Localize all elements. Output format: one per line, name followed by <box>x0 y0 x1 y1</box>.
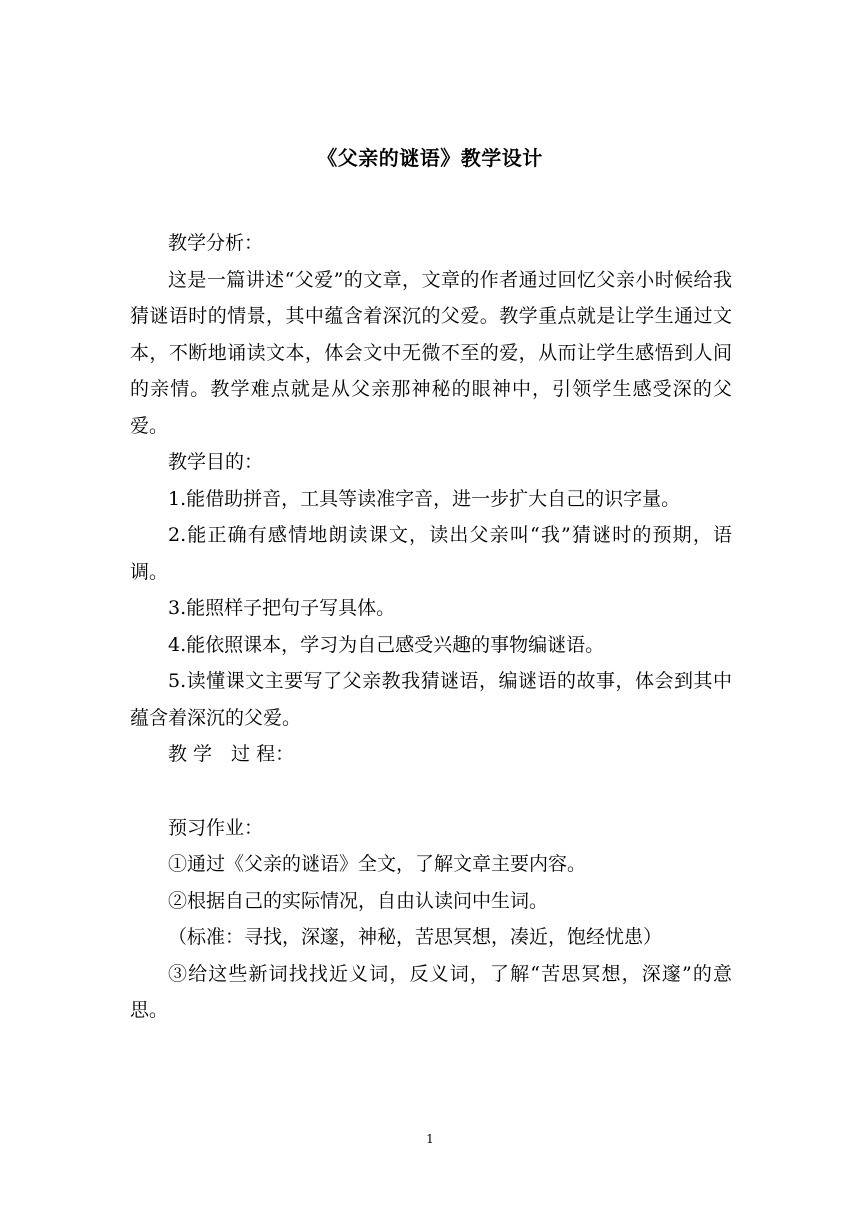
paragraph-objectives-heading: 教学目的： <box>168 451 264 473</box>
paragraph-objective-3: 3.能照样子把句子写具体。 <box>168 597 396 619</box>
paragraph-preview-2: ②根据自己的实际情况，自由认读问中生词。 <box>168 889 549 912</box>
paragraph-objective-4: 4.能依照课本，学习为自己感受兴趣的事物编谜语。 <box>168 633 605 656</box>
blank-line <box>130 773 732 810</box>
paragraph-analysis-heading: 教学分析： <box>168 232 264 254</box>
paragraph-preview-heading: 预习作业： <box>168 816 264 839</box>
paragraph-objective-1: 1.能借助拼音，工具等读准字音，进一步扩大自己的识字量。 <box>168 487 681 510</box>
paragraph-preview-3: ③给这些新词找找近义词，反义词，了解“苦思冥想，深邃”的意思。 <box>130 962 732 1021</box>
paragraph-objective-5: 5.读懂课文主要写了父亲教我猜谜语，编谜语的故事，体会到其中蕴含着深沉的父爱。 <box>130 670 732 729</box>
paragraph-preview-1: ①通过《父亲的谜语》全文，了解文章主要内容。 <box>168 853 587 875</box>
document-title: 《父亲的谜语》教学设计 <box>317 146 543 170</box>
paragraph-process-heading: 教 学 过 程： <box>168 743 295 765</box>
document-body <box>130 225 732 1029</box>
page-number: 1 <box>426 1132 434 1146</box>
paragraph-objective-2: 2.能正确有感情地朗读课文，读出父亲叫“我”猜谜时的预期，语调。 <box>130 524 732 583</box>
paragraph-analysis-text: 这是一篇讲述“父爱”的文章，文章的作者通过回忆父亲小时候给我猜谜语时的情景，其中蕴含着深沉的父爱。教学重点就是让学生通过文本，不断地诵读文本，体会文中无微不至的爱，从而让学生感悟到人间的亲情。教学难点就是从父亲那神秘的眼神中，引领学生感受深的父爱。 <box>130 268 732 437</box>
paragraph-preview-standard: （标准：寻找，深邃，神秘，苦思冥想，凑近，饱经忧患） <box>168 926 663 948</box>
